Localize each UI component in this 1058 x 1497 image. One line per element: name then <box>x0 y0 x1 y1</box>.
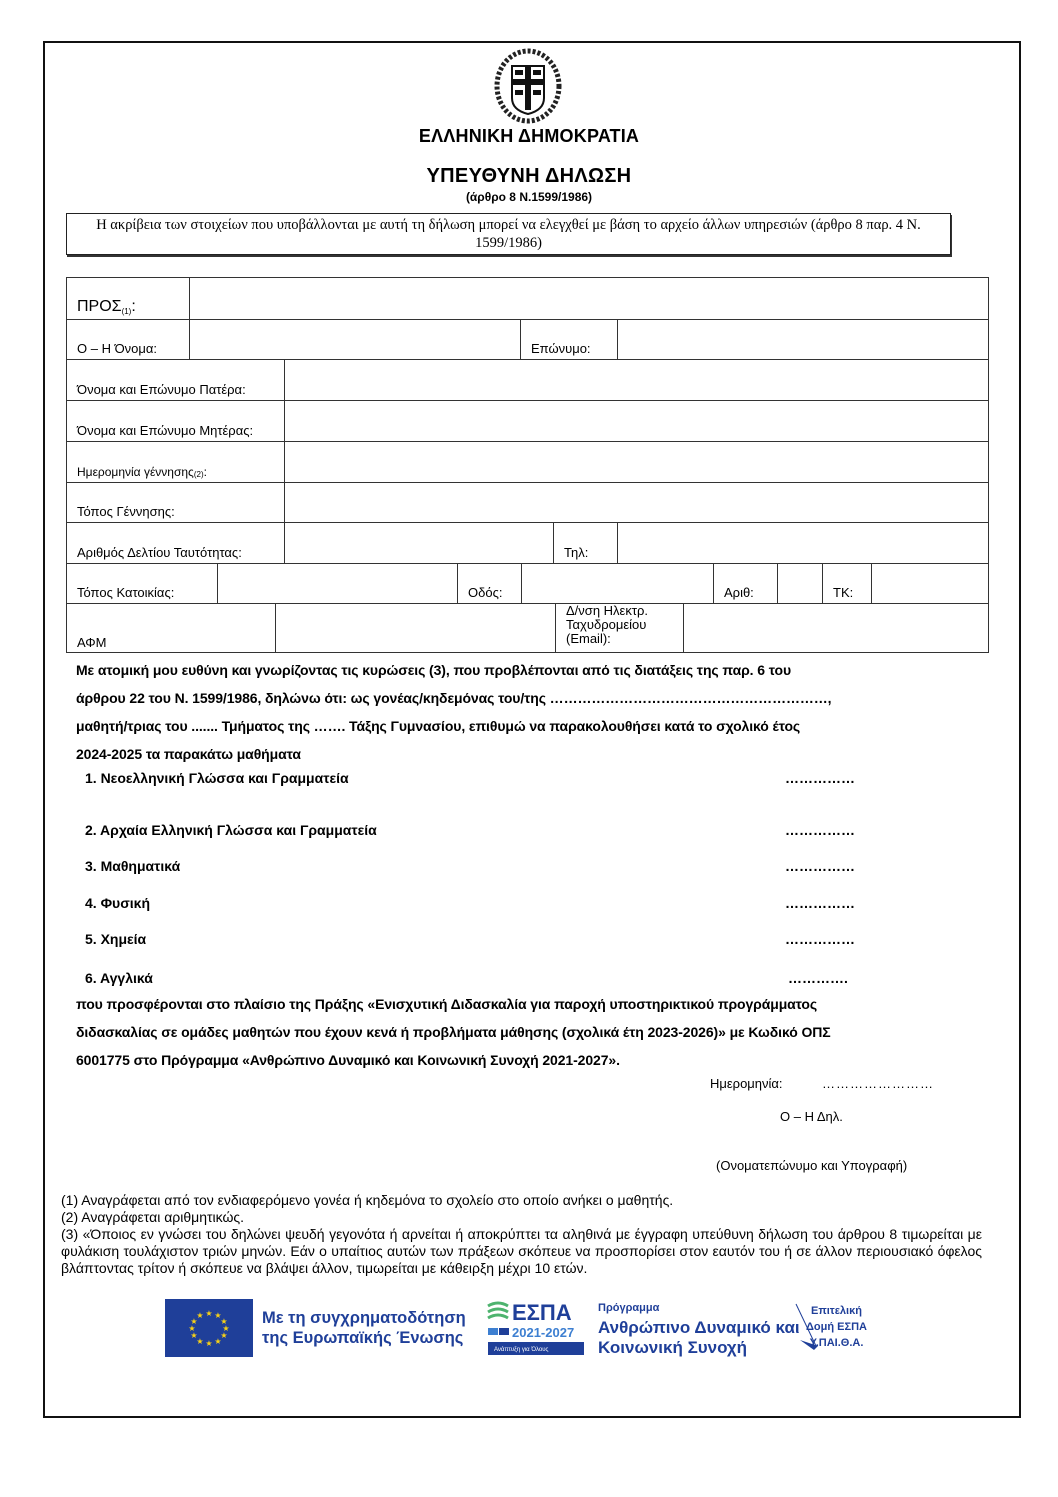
mother-name-field[interactable] <box>285 401 988 441</box>
birthplace-label: Τόπος Γέννησης: <box>67 483 285 522</box>
program-label: Πρόγραμμα <box>598 1302 660 1314</box>
svg-text:★: ★ <box>190 1317 198 1326</box>
document-title: ΥΠΕΥΘΥΝΗ ΔΗΛΩΣΗ <box>426 165 632 187</box>
subject-item: 5. Χημεία <box>85 931 147 947</box>
form-row-father <box>67 360 988 401</box>
postcode-label: ΤΚ: <box>823 564 872 603</box>
svg-text:★: ★ <box>214 1311 222 1320</box>
afm-field[interactable] <box>276 604 556 653</box>
svg-text:★: ★ <box>220 1331 228 1340</box>
to-field[interactable] <box>190 278 988 319</box>
mother-name-label: Όνομα και Επώνυμο Μητέρας: <box>67 401 285 441</box>
svg-text:ΕΣΠΑ: ΕΣΠΑ <box>512 1300 572 1325</box>
surname-label: Επώνυμο: <box>521 320 618 359</box>
declaration-line: 2024-2025 τα παρακάτω μαθήματα <box>76 746 301 762</box>
phone-field[interactable] <box>618 523 988 563</box>
declaration-text <box>76 656 956 768</box>
form-row-address <box>67 564 988 604</box>
postcode-field[interactable] <box>872 564 988 603</box>
footnote: (3) «Όποιος εν γνώσει του δηλώνει ψευδή γεγονότα ή αρνείται ή αποκρύπτει τα αληθινά με έγγραφη υπεύθυνη δήλωση του άρθρου 8 τιμωρείται με φυλάκιση τουλάχιστον τριών μηνών. Εάν ο υπαίτιος αυτών των πράξεων σκόπευε να προσπορίσει στον εαυτόν του ή σε άλλον περιουσιακό όφελος βλάπτοντας τρίτον ή σκόπευε να βλάψει άλλον, τιμωρείται με κάθειρξη μέχρι 10 ετών. <box>61 1226 982 1276</box>
svg-text:Ανάπτυξη για Όλους: Ανάπτυξη για Όλους <box>494 1347 549 1353</box>
footnote: (2) Αναγράφεται αριθμητικώς. <box>61 1209 245 1225</box>
program-line: που προσφέρονται στο πλαίσιο της Πράξης «Ενισχυτική Διδασκαλία για παροχή υποστηρικτικού προγράμματος <box>76 996 818 1012</box>
footnote: (1) Αναγράφεται από τον ενδιαφερόμενο γονέα ή κηδεμόνα το σχολείο στο οποίο ανήκει ο μαθητής. <box>61 1192 674 1208</box>
form-row-name <box>67 320 988 360</box>
street-label: Οδός: <box>458 564 522 603</box>
email-field[interactable] <box>684 604 988 653</box>
footnotes <box>61 1192 982 1277</box>
subject-choice[interactable]: …………… <box>785 858 855 874</box>
subject-item: 6. Αγγλικά <box>85 970 153 986</box>
date-field[interactable]: …………………… <box>822 1076 934 1091</box>
svg-text:★: ★ <box>196 1311 204 1320</box>
svg-text:★: ★ <box>220 1317 228 1326</box>
form-row-tax-email <box>67 604 988 653</box>
afm-label: ΑΦΜ <box>67 604 276 653</box>
program-line: 6001775 στο Πρόγραμμα «Ανθρώπινο Δυναμικό και Κοινωνική Συνοχή 2021-2027». <box>76 1052 620 1068</box>
date-label: Ημερομηνία: <box>710 1076 783 1091</box>
managing-authority-logo: Επιτελική Δομή ΕΣΠΑ Υ.ΠΑΙ.Θ.Α. <box>806 1305 867 1349</box>
birthdate-field[interactable] <box>285 442 988 482</box>
subject-choice[interactable]: …………… <box>785 770 855 786</box>
phone-label: Τηλ: <box>554 523 618 563</box>
declaration-line: άρθρου 22 του Ν. 1599/1986, δηλώνω ότι: ως γονέας/κηδεμόνας του/της ……………………………………………………, <box>76 690 832 706</box>
svg-text:★: ★ <box>222 1324 230 1333</box>
street-number-label: Αριθ: <box>714 564 778 603</box>
subject-choice[interactable]: …………. <box>788 970 848 986</box>
svg-text:★: ★ <box>188 1324 196 1333</box>
subject-choice[interactable]: …………… <box>785 895 855 911</box>
svg-text:★: ★ <box>214 1337 222 1346</box>
subject-item: 3. Μαθηματικά <box>85 858 181 874</box>
svg-text:★: ★ <box>190 1331 198 1340</box>
svg-text:2021-2027: 2021-2027 <box>512 1325 575 1340</box>
form-row-mother <box>67 401 988 442</box>
svg-text:★: ★ <box>205 1309 213 1318</box>
signature-label: (Ονοματεπώνυμο και Υπογραφή) <box>716 1158 908 1173</box>
program-line: διδασκαλίας σε ομάδες μαθητών που έχουν κενά ή προβλήματα μάθησης (σχολικά έτη 2023-2026)» με Κωδικό ΟΠΣ <box>76 1024 831 1040</box>
declaration-line: μαθητή/τριας του ....... Τμήματος της ……. Τάξης Γυμνασίου, επιθυμώ να παρακολουθήσει κατά το σχολικό έτος <box>76 718 801 734</box>
espa-logo <box>486 1298 586 1358</box>
form-row-birthplace <box>67 483 988 523</box>
first-name-field[interactable] <box>190 320 521 359</box>
residence-label: Τόπος Κατοικίας: <box>67 564 218 603</box>
street-field[interactable] <box>522 564 714 603</box>
subject-item: 4. Φυσική <box>85 895 151 911</box>
subject-item: 1. Νεοελληνική Γλώσσα και Γραμματεία <box>85 770 349 786</box>
program-name: Ανθρώπινο Δυναμικό και Κοινωνική Συνοχή <box>598 1318 800 1357</box>
program-text <box>76 990 966 1074</box>
declaration-line: Με ατομική μου ευθύνη και γνωρίζοντας τις κυρώσεις (3), που προβλέπονται από τις διατάξεις της παρ. 6 του <box>76 662 791 678</box>
accuracy-notice: Η ακρίβεια των στοιχείων που υποβάλλονται με αυτή τη δήλωση μπορεί να ελεγχθεί με βάση το αρχείο άλλων υπηρεσιών (άρθρο 8 παρ. 4 Ν. 1599/1986) <box>66 213 951 255</box>
birthdate-label: Ημερομηνία γέννησης $_{(2)}$ : <box>67 442 285 482</box>
svg-text:★: ★ <box>205 1339 213 1348</box>
republic-heading: ΕΛΛΗΝΙΚΗ ΔΗΜΟΚΡΑΤΙΑ <box>418 126 640 146</box>
svg-text:★: ★ <box>196 1337 204 1346</box>
residence-field[interactable] <box>218 564 458 603</box>
subject-choice[interactable]: …………… <box>785 931 855 947</box>
subject-choice[interactable]: …………… <box>785 822 855 838</box>
declarant-form <box>66 277 989 653</box>
surname-field[interactable] <box>618 320 988 359</box>
id-number-label: Αριθμός Δελτίου Ταυτότητας: <box>67 523 285 563</box>
eu-flag-icon <box>165 1299 253 1357</box>
form-row-id <box>67 523 988 564</box>
id-number-field[interactable] <box>285 523 554 563</box>
birthplace-field[interactable] <box>285 483 988 522</box>
greek-coat-of-arms-icon <box>494 48 562 124</box>
declarant-label: Ο – Η Δηλ. <box>780 1109 843 1124</box>
father-name-label: Όνομα και Επώνυμο Πατέρα: <box>67 360 285 400</box>
email-label: Δ/νση Ηλεκτρ. Ταχυδρομείου (Email): <box>556 604 684 653</box>
form-row-birthdate <box>67 442 988 483</box>
to-label: ΠΡΟΣ $_{(1)}$ : <box>67 278 190 319</box>
subject-item: 2. Αρχαία Ελληνική Γλώσσα και Γραμματεία <box>85 822 377 838</box>
document-subtitle: (άρθρο 8 Ν.1599/1986) <box>465 190 593 204</box>
form-row-to <box>67 278 988 320</box>
street-number-field[interactable] <box>778 564 823 603</box>
eu-cofunding-text: Με τη συγχρηματοδότηση της Ευρωπαϊκής Ένωσης <box>262 1309 466 1347</box>
first-name-label: Ο – Η Όνομα: <box>67 320 190 359</box>
father-name-field[interactable] <box>285 360 988 400</box>
